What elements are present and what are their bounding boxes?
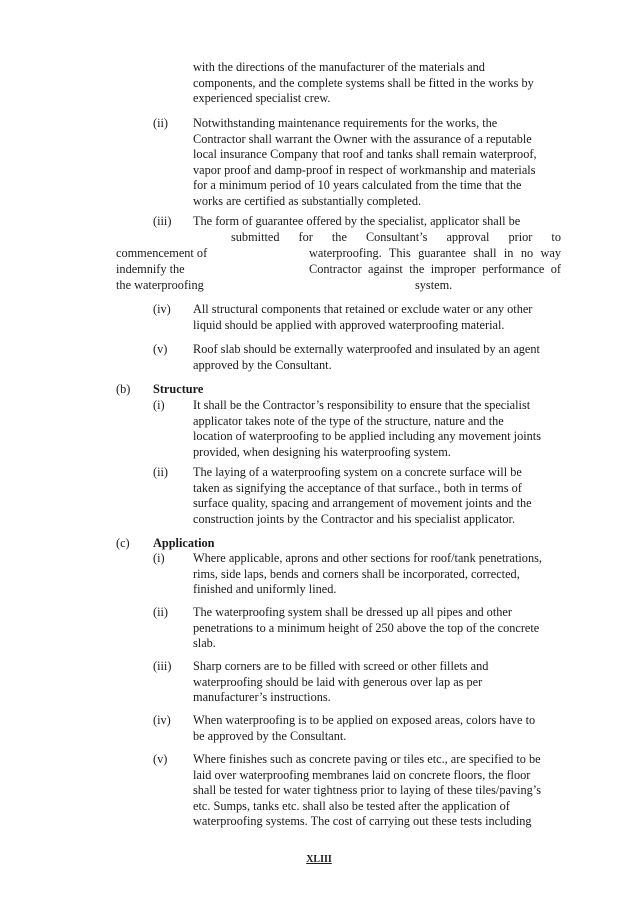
- item-number: (ii): [153, 465, 169, 479]
- item-number: (v): [153, 752, 168, 766]
- item-number: (ii): [153, 605, 169, 619]
- guarantee-line-3-left: commencement of: [116, 246, 208, 260]
- text-line: surface quality, spacing and arrangement of movement joints and the: [193, 496, 532, 510]
- item-number: (iv): [153, 302, 171, 316]
- laying-paragraph: [193, 465, 560, 527]
- section-heading-structure: Structure: [153, 382, 204, 396]
- word: for: [298, 230, 313, 244]
- text-line: local insurance Company that roof and tanks shall remain waterproof,: [193, 147, 537, 161]
- text-line: All structural components that retained or exclude water or any other: [193, 302, 533, 316]
- text-line: waterproofing systems. The cost of carrying out these tests including: [193, 814, 532, 828]
- text-line: slab.: [193, 636, 216, 650]
- text-line: rims, side laps, bends and corners shall be incorporated, corrected,: [193, 566, 520, 581]
- structural-components-paragraph: [193, 302, 560, 333]
- text-line: experienced specialist crew.: [193, 91, 331, 105]
- text-line: Notwithstanding maintenance requirements for the works, the: [193, 116, 498, 130]
- guarantee-line-3-right: waterproofing. This guarantee shall in no way: [309, 246, 561, 260]
- testing-paragraph: [193, 752, 560, 830]
- text-line: It shall be the Contractor’s responsibility to ensure that the specialist: [193, 398, 531, 412]
- text-line: penetrations to a minimum height of 250 above the top of the concrete: [193, 620, 540, 635]
- pipes-paragraph: [193, 605, 560, 652]
- section-label: (b): [116, 382, 131, 396]
- text-line: Where applicable, aprons and other sections for roof/tank penetrations,: [193, 551, 542, 565]
- text-line: finished and uniformly lined.: [193, 582, 337, 596]
- roof-slab-paragraph: [193, 342, 560, 373]
- guarantee-line-5-right: system.: [415, 278, 453, 292]
- text-line: approved by the Consultant.: [193, 357, 332, 372]
- text-line: Sharp corners are to be filled with screed or other fillets and: [193, 659, 489, 673]
- text-line: shall be tested for water tightness prior to laying of these tiles/paving’s: [193, 783, 541, 797]
- text-line: taken as signifying the acceptance of that surface., both in terms of: [193, 480, 522, 495]
- text-line: liquid should be applied with approved waterproofing material.: [193, 317, 505, 332]
- text-line: waterproofing should be laid with generous over lap as per: [193, 674, 483, 689]
- word: the: [331, 230, 347, 244]
- aprons-paragraph: [193, 551, 560, 598]
- page-footer: [0, 852, 638, 868]
- intro-paragraph: [193, 60, 560, 107]
- text-line: provided, when designing his waterproofing system.: [193, 444, 451, 459]
- colors-paragraph: [193, 713, 560, 744]
- text-line: The waterproofing system shall be dressed up all pipes and other: [193, 605, 512, 619]
- text-line: Contractor shall warrant the Owner with the assurance of a reputable: [193, 131, 532, 146]
- item-number: (iii): [153, 659, 172, 673]
- item-number: (iii): [153, 214, 172, 228]
- word: submitted: [231, 230, 280, 244]
- text-line: vapor proof and damp-proof in respect of workmanship and materials: [193, 162, 536, 177]
- guarantee-line-5-left: the waterproofing: [116, 278, 204, 292]
- text-line: applicator takes note of the type of the structure, nature and the: [193, 413, 504, 428]
- word: Consultant’s: [365, 230, 428, 244]
- item-number: (i): [153, 551, 165, 565]
- guarantee-line-2: [231, 230, 561, 246]
- guarantee-line-1: The form of guarantee offered by the specialist, applicator shall be: [193, 214, 521, 228]
- text-line: The laying of a waterproofing system on a concrete surface will be: [193, 465, 522, 479]
- word: prior: [508, 230, 533, 244]
- text-line: laid over waterproofing membranes laid on concrete floors, the floor: [193, 767, 531, 782]
- text-line: works are certified as substantially completed.: [193, 193, 422, 208]
- section-label: (c): [116, 536, 130, 550]
- text-line: construction joints by the Contractor and his specialist applicator.: [193, 511, 516, 526]
- page-number: XLIII: [306, 854, 332, 865]
- item-number: (v): [153, 342, 168, 356]
- text-line: for a minimum period of 10 years calculated from the time that the: [193, 178, 522, 192]
- text-line: When waterproofing is to be applied on exposed areas, colors have to: [193, 713, 536, 727]
- text-line: be approved by the Consultant.: [193, 728, 347, 743]
- text-line: manufacturer’s instructions.: [193, 690, 331, 704]
- section-heading-application: Application: [153, 536, 215, 550]
- guarantee-line-4-right: Contractor against the improper performance of: [309, 262, 561, 276]
- responsibility-paragraph: [193, 398, 560, 460]
- word: approval: [446, 230, 490, 244]
- guarantee-line-4-left: indemnify the: [116, 262, 185, 276]
- text-line: with the directions of the manufacturer of the materials and: [193, 60, 485, 74]
- text-line: components, and the complete systems shall be fitted in the works by: [193, 75, 534, 90]
- corners-paragraph: [193, 659, 560, 706]
- text-line: Where finishes such as concrete paving or tiles etc., are specified to be: [193, 752, 541, 766]
- text-line: Roof slab should be externally waterproofed and insulated by an agent: [193, 342, 540, 356]
- text-line: location of waterproofing to be applied including any movement joints: [193, 429, 541, 443]
- item-number: (iv): [153, 713, 171, 727]
- item-number: (ii): [153, 116, 169, 130]
- word: to: [551, 230, 561, 244]
- item-number: (i): [153, 398, 165, 412]
- text-line: etc. Sumps, tanks etc. shall also be tested after the application of: [193, 798, 510, 813]
- warranty-paragraph: [193, 116, 560, 209]
